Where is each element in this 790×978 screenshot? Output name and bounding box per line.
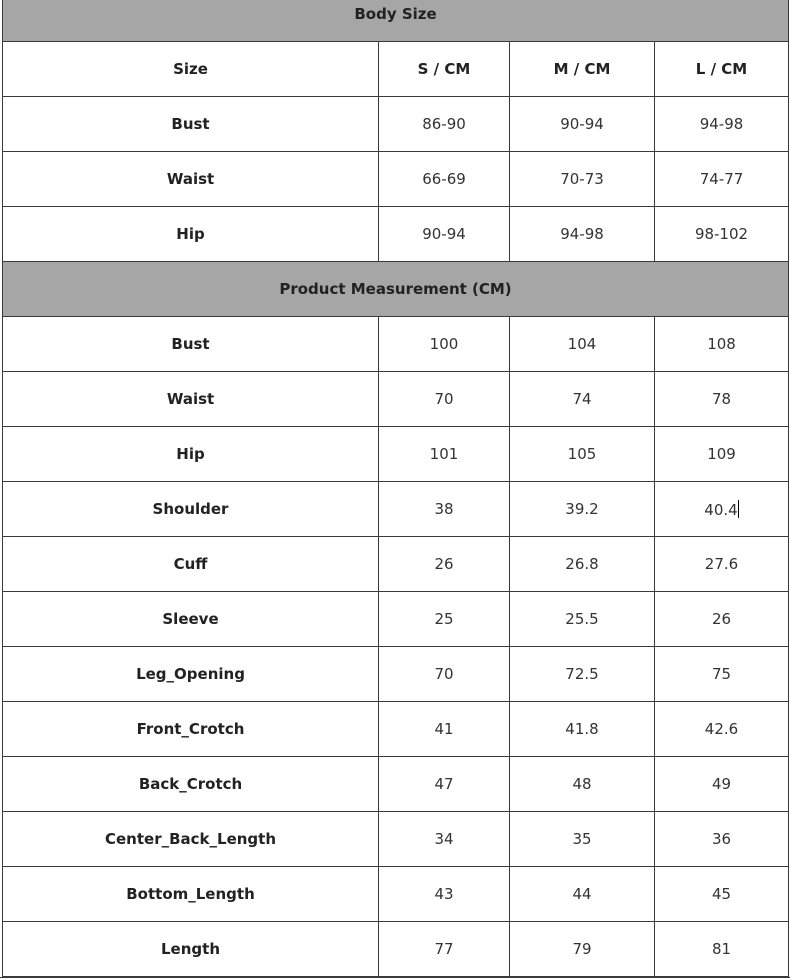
- table-row: [3, 702, 789, 757]
- section-title: Body Size: [3, 0, 789, 42]
- table-row: [3, 207, 789, 262]
- cell-m[interactable]: 104: [510, 317, 655, 372]
- cell-l-active[interactable]: [655, 482, 789, 537]
- header-size: Size: [3, 42, 379, 97]
- cell-s[interactable]: 25: [379, 592, 510, 647]
- row-label: Back_Crotch: [3, 757, 379, 812]
- cell-l[interactable]: 81: [655, 922, 789, 977]
- cell-m[interactable]: 39.2: [510, 482, 655, 537]
- row-label: Center_Back_Length: [3, 812, 379, 867]
- cell-l[interactable]: 36: [655, 812, 789, 867]
- row-label: Bust: [3, 317, 379, 372]
- cell-l[interactable]: 78: [655, 372, 789, 427]
- cell-s[interactable]: 86-90: [379, 97, 510, 152]
- cell-s[interactable]: 100: [379, 317, 510, 372]
- row-label: Bust: [3, 97, 379, 152]
- cell-s[interactable]: 70: [379, 372, 510, 427]
- table-row: [3, 922, 789, 977]
- cell-s[interactable]: 47: [379, 757, 510, 812]
- table-row: [3, 372, 789, 427]
- row-label: Waist: [3, 152, 379, 207]
- row-label: Length: [3, 922, 379, 977]
- cell-s[interactable]: 34: [379, 812, 510, 867]
- cell-s[interactable]: 90-94: [379, 207, 510, 262]
- table-row: [3, 867, 789, 922]
- section-header-body-size: [3, 0, 789, 42]
- table-row: [3, 537, 789, 592]
- cell-m[interactable]: 35: [510, 812, 655, 867]
- cell-l[interactable]: 27.6: [655, 537, 789, 592]
- row-label: Cuff: [3, 537, 379, 592]
- header-m: M / CM: [510, 42, 655, 97]
- cell-m[interactable]: 94-98: [510, 207, 655, 262]
- cell-text: 40.4: [704, 501, 738, 519]
- table-row: [3, 317, 789, 372]
- cell-m[interactable]: 70-73: [510, 152, 655, 207]
- section-header-product-measurement: [3, 262, 789, 317]
- cell-m[interactable]: 105: [510, 427, 655, 482]
- row-label: Shoulder: [3, 482, 379, 537]
- row-label: Leg_Opening: [3, 647, 379, 702]
- cell-l[interactable]: 109: [655, 427, 789, 482]
- cell-m[interactable]: 90-94: [510, 97, 655, 152]
- cell-m[interactable]: 41.8: [510, 702, 655, 757]
- size-chart-table: [2, 0, 789, 977]
- cell-m[interactable]: 25.5: [510, 592, 655, 647]
- row-label: Waist: [3, 372, 379, 427]
- cell-m[interactable]: 79: [510, 922, 655, 977]
- row-label: Front_Crotch: [3, 702, 379, 757]
- text-cursor: [738, 500, 739, 518]
- cell-m[interactable]: 72.5: [510, 647, 655, 702]
- cell-l[interactable]: 108: [655, 317, 789, 372]
- cell-s[interactable]: 38: [379, 482, 510, 537]
- table-header-row: [3, 42, 789, 97]
- table-row: [3, 812, 789, 867]
- cell-l[interactable]: 94-98: [655, 97, 789, 152]
- table-row: [3, 152, 789, 207]
- cell-m[interactable]: 74: [510, 372, 655, 427]
- table-row: [3, 482, 789, 537]
- cell-l[interactable]: 49: [655, 757, 789, 812]
- table-row: [3, 427, 789, 482]
- cell-l[interactable]: 42.6: [655, 702, 789, 757]
- header-s: S / CM: [379, 42, 510, 97]
- section-title: Product Measurement (CM): [3, 262, 789, 317]
- cell-m[interactable]: 48: [510, 757, 655, 812]
- row-label: Hip: [3, 207, 379, 262]
- row-label: Sleeve: [3, 592, 379, 647]
- cell-s[interactable]: 77: [379, 922, 510, 977]
- cell-s[interactable]: 41: [379, 702, 510, 757]
- table-row: [3, 592, 789, 647]
- table-row: [3, 757, 789, 812]
- cell-s[interactable]: 101: [379, 427, 510, 482]
- cell-s[interactable]: 26: [379, 537, 510, 592]
- cell-l[interactable]: 45: [655, 867, 789, 922]
- row-label: Bottom_Length: [3, 867, 379, 922]
- cell-m[interactable]: 26.8: [510, 537, 655, 592]
- table-row: [3, 97, 789, 152]
- header-l: L / CM: [655, 42, 789, 97]
- row-label: Hip: [3, 427, 379, 482]
- cell-m[interactable]: 44: [510, 867, 655, 922]
- cell-l[interactable]: 26: [655, 592, 789, 647]
- cell-l[interactable]: 75: [655, 647, 789, 702]
- cell-l[interactable]: 74-77: [655, 152, 789, 207]
- cell-l[interactable]: 98-102: [655, 207, 789, 262]
- cell-s[interactable]: 43: [379, 867, 510, 922]
- cell-s[interactable]: 66-69: [379, 152, 510, 207]
- table-row: [3, 647, 789, 702]
- cell-s[interactable]: 70: [379, 647, 510, 702]
